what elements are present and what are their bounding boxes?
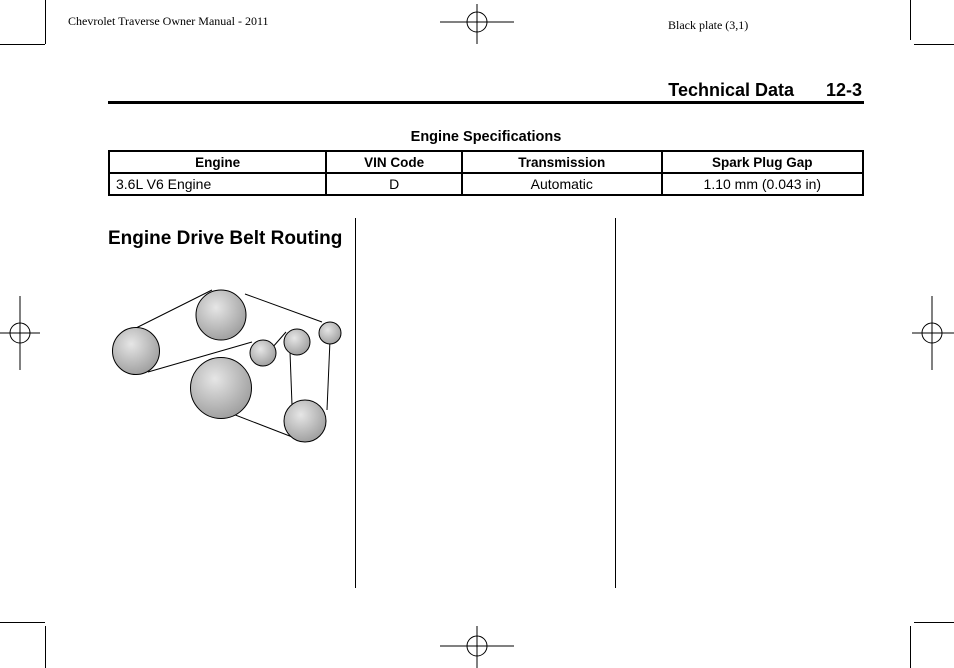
column-header-vin-code: VIN Code <box>326 151 462 173</box>
section-heading: Engine Drive Belt Routing <box>108 228 343 249</box>
engine-specifications-table <box>108 150 864 196</box>
pulley-upper <box>196 290 246 340</box>
column-header-spark-plug-gap: Spark Plug Gap <box>662 151 863 173</box>
registration-mark-bottom <box>440 626 516 668</box>
crankshaft-pulley <box>191 358 252 419</box>
idler-pulley-small <box>250 340 276 366</box>
pulley-far-right <box>319 322 341 344</box>
header-rule <box>108 101 864 104</box>
pulley-left <box>113 328 160 375</box>
table-row <box>109 173 863 195</box>
cell-spark-plug-gap: 1.10 mm (0.043 in) <box>662 173 863 195</box>
tensioner-pulley <box>284 329 310 355</box>
registration-mark-left <box>0 296 40 370</box>
column-divider-1 <box>355 218 356 588</box>
table-caption: Engine Specifications <box>410 129 562 145</box>
table-header-row <box>109 151 863 173</box>
cell-vin-code: D <box>326 173 462 195</box>
cell-transmission: Automatic <box>462 173 662 195</box>
belt-routing-diagram <box>100 280 350 450</box>
column-divider-2 <box>615 218 616 588</box>
manual-title: Chevrolet Traverse Owner Manual - 2011 <box>68 14 269 28</box>
pulley-lower-right <box>284 400 326 442</box>
page-number: 12-3 <box>826 80 863 100</box>
registration-mark-right <box>912 296 954 370</box>
column-header-transmission: Transmission <box>462 151 662 173</box>
registration-mark-top <box>440 4 516 44</box>
cell-engine: 3.6L V6 Engine <box>109 173 326 195</box>
plate-label: Black plate (3,1) <box>668 18 749 32</box>
section-title: Technical Data <box>668 80 794 100</box>
column-header-engine: Engine <box>109 151 326 173</box>
